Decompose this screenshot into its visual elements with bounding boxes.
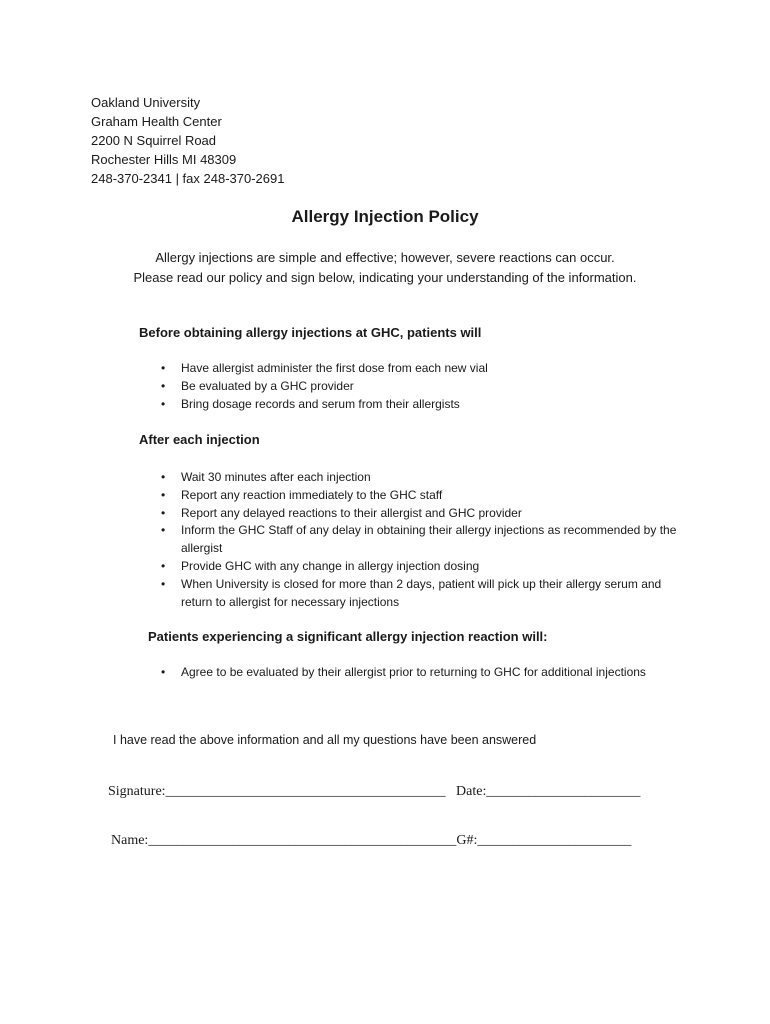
bullet-icon: • [161,523,166,538]
date-field[interactable]: ______________________ [486,784,641,799]
bullet-icon: • [161,576,166,591]
list-item: • Report any delayed reactions to their allergist and GHC provider [161,505,681,523]
bullet-icon: • [161,505,166,520]
bullet-icon: • [161,558,166,573]
list-item: • When University is closed for more than 2 days, patient will pick up their allergy serum and return to allergist for necessary injections [161,576,662,609]
address-line-phone: 248-370-2341 | fax 248-370-2691 [91,171,285,186]
intro-line-1: Allergy injections are simple and effective; however, severe reactions can occur. [155,250,615,265]
after-list [161,469,681,611]
bullet-icon: • [161,361,166,375]
signature-label: Signature: [108,784,166,799]
address-line-city: Rochester Hills MI 48309 [91,152,237,167]
significant-heading: Patients experiencing a significant allergy injection reaction will: [148,629,548,644]
intro-paragraph [0,248,770,288]
signature-field[interactable]: ________________________________________ [165,784,446,799]
address-line-center: Graham Health Center [91,114,222,129]
list-item: • Inform the GHC Staff of any delay in obtaining their allergy injections as recommended by the allergist [161,523,677,556]
list-item: • Agree to be evaluated by their allergist prior to returning to GHC for additional injections [161,664,721,682]
g-number-field[interactable]: ______________________ [477,833,632,848]
after-heading: After each injection [139,432,260,447]
signature-row [108,784,640,800]
bullet-icon: • [161,487,166,502]
bullet-icon: • [161,470,166,484]
intro-line-2: Please read our policy and sign below, indicating your understanding of the information. [133,270,637,285]
before-heading: Before obtaining allergy injections at GHC, patients will [139,325,482,340]
significant-list [161,664,721,682]
list-item: • Wait 30 minutes after each injection [161,469,681,487]
bullet-icon: • [161,396,166,411]
list-item: • Bring dosage records and serum from their allergists [161,396,681,414]
address-line-organization: Oakland University [91,95,201,110]
bullet-icon: • [161,665,166,679]
page-title: Allergy Injection Policy [291,207,479,226]
list-item: • Be evaluated by a GHC provider [161,378,681,396]
list-item: • Provide GHC with any change in allergy injection dosing [161,558,681,576]
address-line-street: 2200 N Squirrel Road [91,133,217,148]
list-item: • Have allergist administer the first dose from each new vial [161,360,681,378]
list-item: • Report any reaction immediately to the GHC staff [161,487,681,505]
address-block [91,93,284,188]
name-row [111,833,631,849]
before-list [161,360,681,413]
g-number-label: G#: [456,833,478,848]
date-label: Date: [456,784,487,799]
bullet-icon: • [161,378,166,393]
acknowledgement-text: I have read the above information and all my questions have been answered [113,733,537,747]
name-field[interactable]: ____________________________________________ [148,833,457,848]
name-label: Name: [111,833,149,848]
